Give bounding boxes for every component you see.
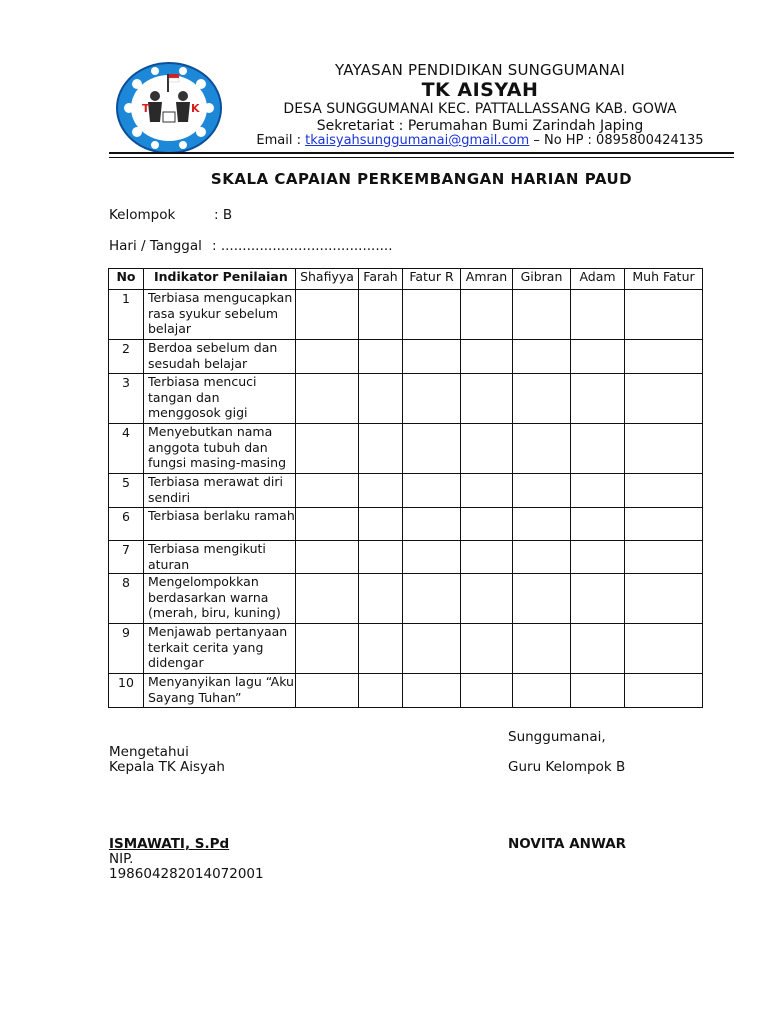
score-cell[interactable] — [403, 374, 461, 424]
logo-letter-k: K — [191, 102, 200, 115]
score-cell[interactable] — [513, 424, 571, 474]
row-number: 2 — [109, 340, 144, 374]
header-student: Shafiyya — [296, 269, 359, 290]
indicator-text: Mengelompokkan berdasarkan warna (merah, biru, kuning) — [148, 574, 281, 620]
indicator-cell — [144, 474, 296, 508]
score-cell[interactable] — [403, 541, 461, 574]
score-cell[interactable] — [571, 340, 625, 374]
score-cell[interactable] — [359, 508, 403, 541]
score-cell[interactable] — [403, 290, 461, 340]
score-cell[interactable] — [513, 508, 571, 541]
teacher-name: NOVITA ANWAR — [508, 836, 627, 852]
score-cell[interactable] — [403, 574, 461, 624]
foundation-name: YAYASAN PENDIDIKAN SUNGGUMANAI — [335, 61, 625, 79]
header-student: Muh Fatur — [625, 269, 703, 290]
secretariat-address: Sekretariat : Perumahan Bumi Zarindah Japing — [316, 118, 644, 134]
score-cell[interactable] — [359, 290, 403, 340]
score-cell[interactable] — [625, 674, 703, 708]
row-number: 7 — [109, 541, 144, 574]
indicator-text: Menyebutkan nama anggota tubuh dan fungsi masing-masing — [148, 424, 287, 470]
score-cell[interactable] — [359, 574, 403, 624]
score-cell[interactable] — [513, 290, 571, 340]
indicator-cell — [144, 290, 296, 340]
score-cell[interactable] — [403, 424, 461, 474]
score-cell[interactable] — [403, 624, 461, 674]
table-row — [109, 624, 703, 674]
score-cell[interactable] — [513, 474, 571, 508]
table-row — [109, 541, 703, 574]
teacher-title: Guru Kelompok B — [508, 759, 626, 775]
score-cell[interactable] — [625, 474, 703, 508]
school-name: TK AISYAH — [421, 79, 539, 101]
header-student: Amran — [461, 269, 513, 290]
score-cell[interactable] — [296, 374, 359, 424]
score-cell[interactable] — [461, 374, 513, 424]
score-cell[interactable] — [403, 508, 461, 541]
header-rule-thin — [109, 157, 734, 158]
score-cell[interactable] — [625, 508, 703, 541]
score-cell[interactable] — [461, 574, 513, 624]
indicator-cell — [144, 541, 296, 574]
score-cell[interactable] — [296, 674, 359, 708]
group-value: : B — [214, 207, 233, 223]
score-cell[interactable] — [296, 290, 359, 340]
school-logo — [115, 62, 223, 154]
score-cell[interactable] — [461, 541, 513, 574]
row-number: 3 — [109, 374, 144, 424]
score-cell[interactable] — [403, 340, 461, 374]
score-cell[interactable] — [513, 674, 571, 708]
assessment-table — [108, 268, 703, 708]
score-cell[interactable] — [461, 624, 513, 674]
score-cell[interactable] — [359, 424, 403, 474]
row-number: 5 — [109, 474, 144, 508]
score-cell[interactable] — [403, 474, 461, 508]
score-cell[interactable] — [625, 374, 703, 424]
indicator-cell — [144, 574, 296, 624]
score-cell[interactable] — [625, 624, 703, 674]
document-title: SKALA CAPAIAN PERKEMBANGAN HARIAN PAUD — [210, 170, 633, 188]
acknowledged-label: Mengetahui — [109, 744, 189, 760]
row-number: 10 — [109, 674, 144, 708]
score-cell[interactable] — [625, 574, 703, 624]
header-student: Farah — [359, 269, 403, 290]
indicator-text: Menyanyikan lagu “Aku Sayang Tuhan” — [148, 674, 294, 705]
table-row — [109, 374, 703, 424]
score-cell[interactable] — [625, 541, 703, 574]
row-number: 4 — [109, 424, 144, 474]
email-label: Email : — [256, 133, 306, 148]
table-row — [109, 290, 703, 340]
score-cell[interactable] — [513, 624, 571, 674]
table-row — [109, 508, 703, 541]
indicator-text: Terbiasa berlaku ramah — [148, 508, 295, 523]
row-number: 1 — [109, 290, 144, 340]
score-cell[interactable] — [461, 340, 513, 374]
nip-number: 198604282014072001 — [109, 866, 264, 882]
score-cell[interactable] — [571, 674, 625, 708]
headmaster-title: Kepala TK Aisyah — [109, 759, 225, 775]
school-address: DESA SUNGGUMANAI KEC. PATTALLASSANG KAB. GOWA — [283, 101, 677, 117]
table-row — [109, 474, 703, 508]
score-cell[interactable] — [625, 424, 703, 474]
table-row — [109, 574, 703, 624]
headmaster-name: ISMAWATI, S.Pd — [109, 836, 230, 852]
score-cell[interactable] — [571, 541, 625, 574]
indicator-text: Terbiasa mencuci tangan dan menggosok gigi — [148, 374, 257, 420]
indicator-text: Terbiasa mengucapkan rasa syukur sebelum belajar — [148, 290, 293, 336]
indicator-text: Berdoa sebelum dan sesudah belajar — [148, 340, 278, 371]
table-header-row — [109, 269, 703, 290]
score-cell[interactable] — [461, 290, 513, 340]
signature-place: Sunggumanai, — [508, 729, 606, 745]
table-row — [109, 424, 703, 474]
score-cell[interactable] — [359, 374, 403, 424]
header-student: Gibran — [513, 269, 571, 290]
indicator-text: Terbiasa mengikuti aturan — [148, 541, 266, 572]
score-cell[interactable] — [625, 290, 703, 340]
score-cell[interactable] — [296, 340, 359, 374]
score-cell[interactable] — [513, 374, 571, 424]
indicator-cell — [144, 674, 296, 708]
row-number: 9 — [109, 624, 144, 674]
nip-label: NIP. — [109, 851, 134, 867]
score-cell[interactable] — [359, 340, 403, 374]
header-student: Adam — [571, 269, 625, 290]
logo-letter-t: T — [142, 102, 150, 115]
score-cell[interactable] — [571, 508, 625, 541]
score-cell[interactable] — [571, 624, 625, 674]
score-cell[interactable] — [571, 374, 625, 424]
header-indicator-text: Indikator Penilaian — [154, 269, 288, 284]
indicator-cell — [144, 508, 296, 541]
score-cell[interactable] — [571, 290, 625, 340]
indicator-cell — [144, 624, 296, 674]
header-student: Fatur R — [403, 269, 461, 290]
score-cell[interactable] — [359, 541, 403, 574]
row-number: 6 — [109, 508, 144, 541]
row-number: 8 — [109, 574, 144, 624]
score-cell[interactable] — [625, 340, 703, 374]
score-cell[interactable] — [571, 474, 625, 508]
score-cell[interactable] — [461, 674, 513, 708]
score-cell[interactable] — [513, 340, 571, 374]
email-link[interactable]: tkaisyahsunggumanai@gmail.com — [305, 133, 530, 148]
indicator-text: Terbiasa merawat diri sendiri — [148, 474, 283, 505]
score-cell[interactable] — [461, 474, 513, 508]
table-row — [109, 340, 703, 374]
group-label: Kelompok — [109, 207, 176, 223]
contact-line — [240, 133, 720, 148]
header-rule-thick — [109, 152, 734, 154]
header-indicator — [144, 269, 296, 290]
score-cell[interactable] — [403, 674, 461, 708]
header-no: No — [109, 269, 144, 290]
score-cell[interactable] — [359, 624, 403, 674]
score-cell[interactable] — [296, 574, 359, 624]
indicator-cell — [144, 340, 296, 374]
score-cell[interactable] — [513, 574, 571, 624]
indicator-text: Menjawab pertanyaan terkait cerita yang didengar — [148, 624, 288, 670]
score-cell[interactable] — [296, 624, 359, 674]
indicator-cell — [144, 424, 296, 474]
score-cell[interactable] — [513, 541, 571, 574]
phone-number: – No HP : 0895800424135 — [529, 133, 704, 148]
score-cell[interactable] — [296, 541, 359, 574]
indicator-cell — [144, 374, 296, 424]
date-value: : ........................................ — [212, 238, 393, 254]
score-cell[interactable] — [461, 508, 513, 541]
score-cell[interactable] — [359, 474, 403, 508]
table-row — [109, 674, 703, 708]
score-cell[interactable] — [571, 424, 625, 474]
score-cell[interactable] — [296, 474, 359, 508]
date-label: Hari / Tanggal — [109, 238, 202, 254]
score-cell[interactable] — [571, 574, 625, 624]
score-cell[interactable] — [461, 424, 513, 474]
score-cell[interactable] — [296, 508, 359, 541]
score-cell[interactable] — [296, 424, 359, 474]
score-cell[interactable] — [359, 674, 403, 708]
